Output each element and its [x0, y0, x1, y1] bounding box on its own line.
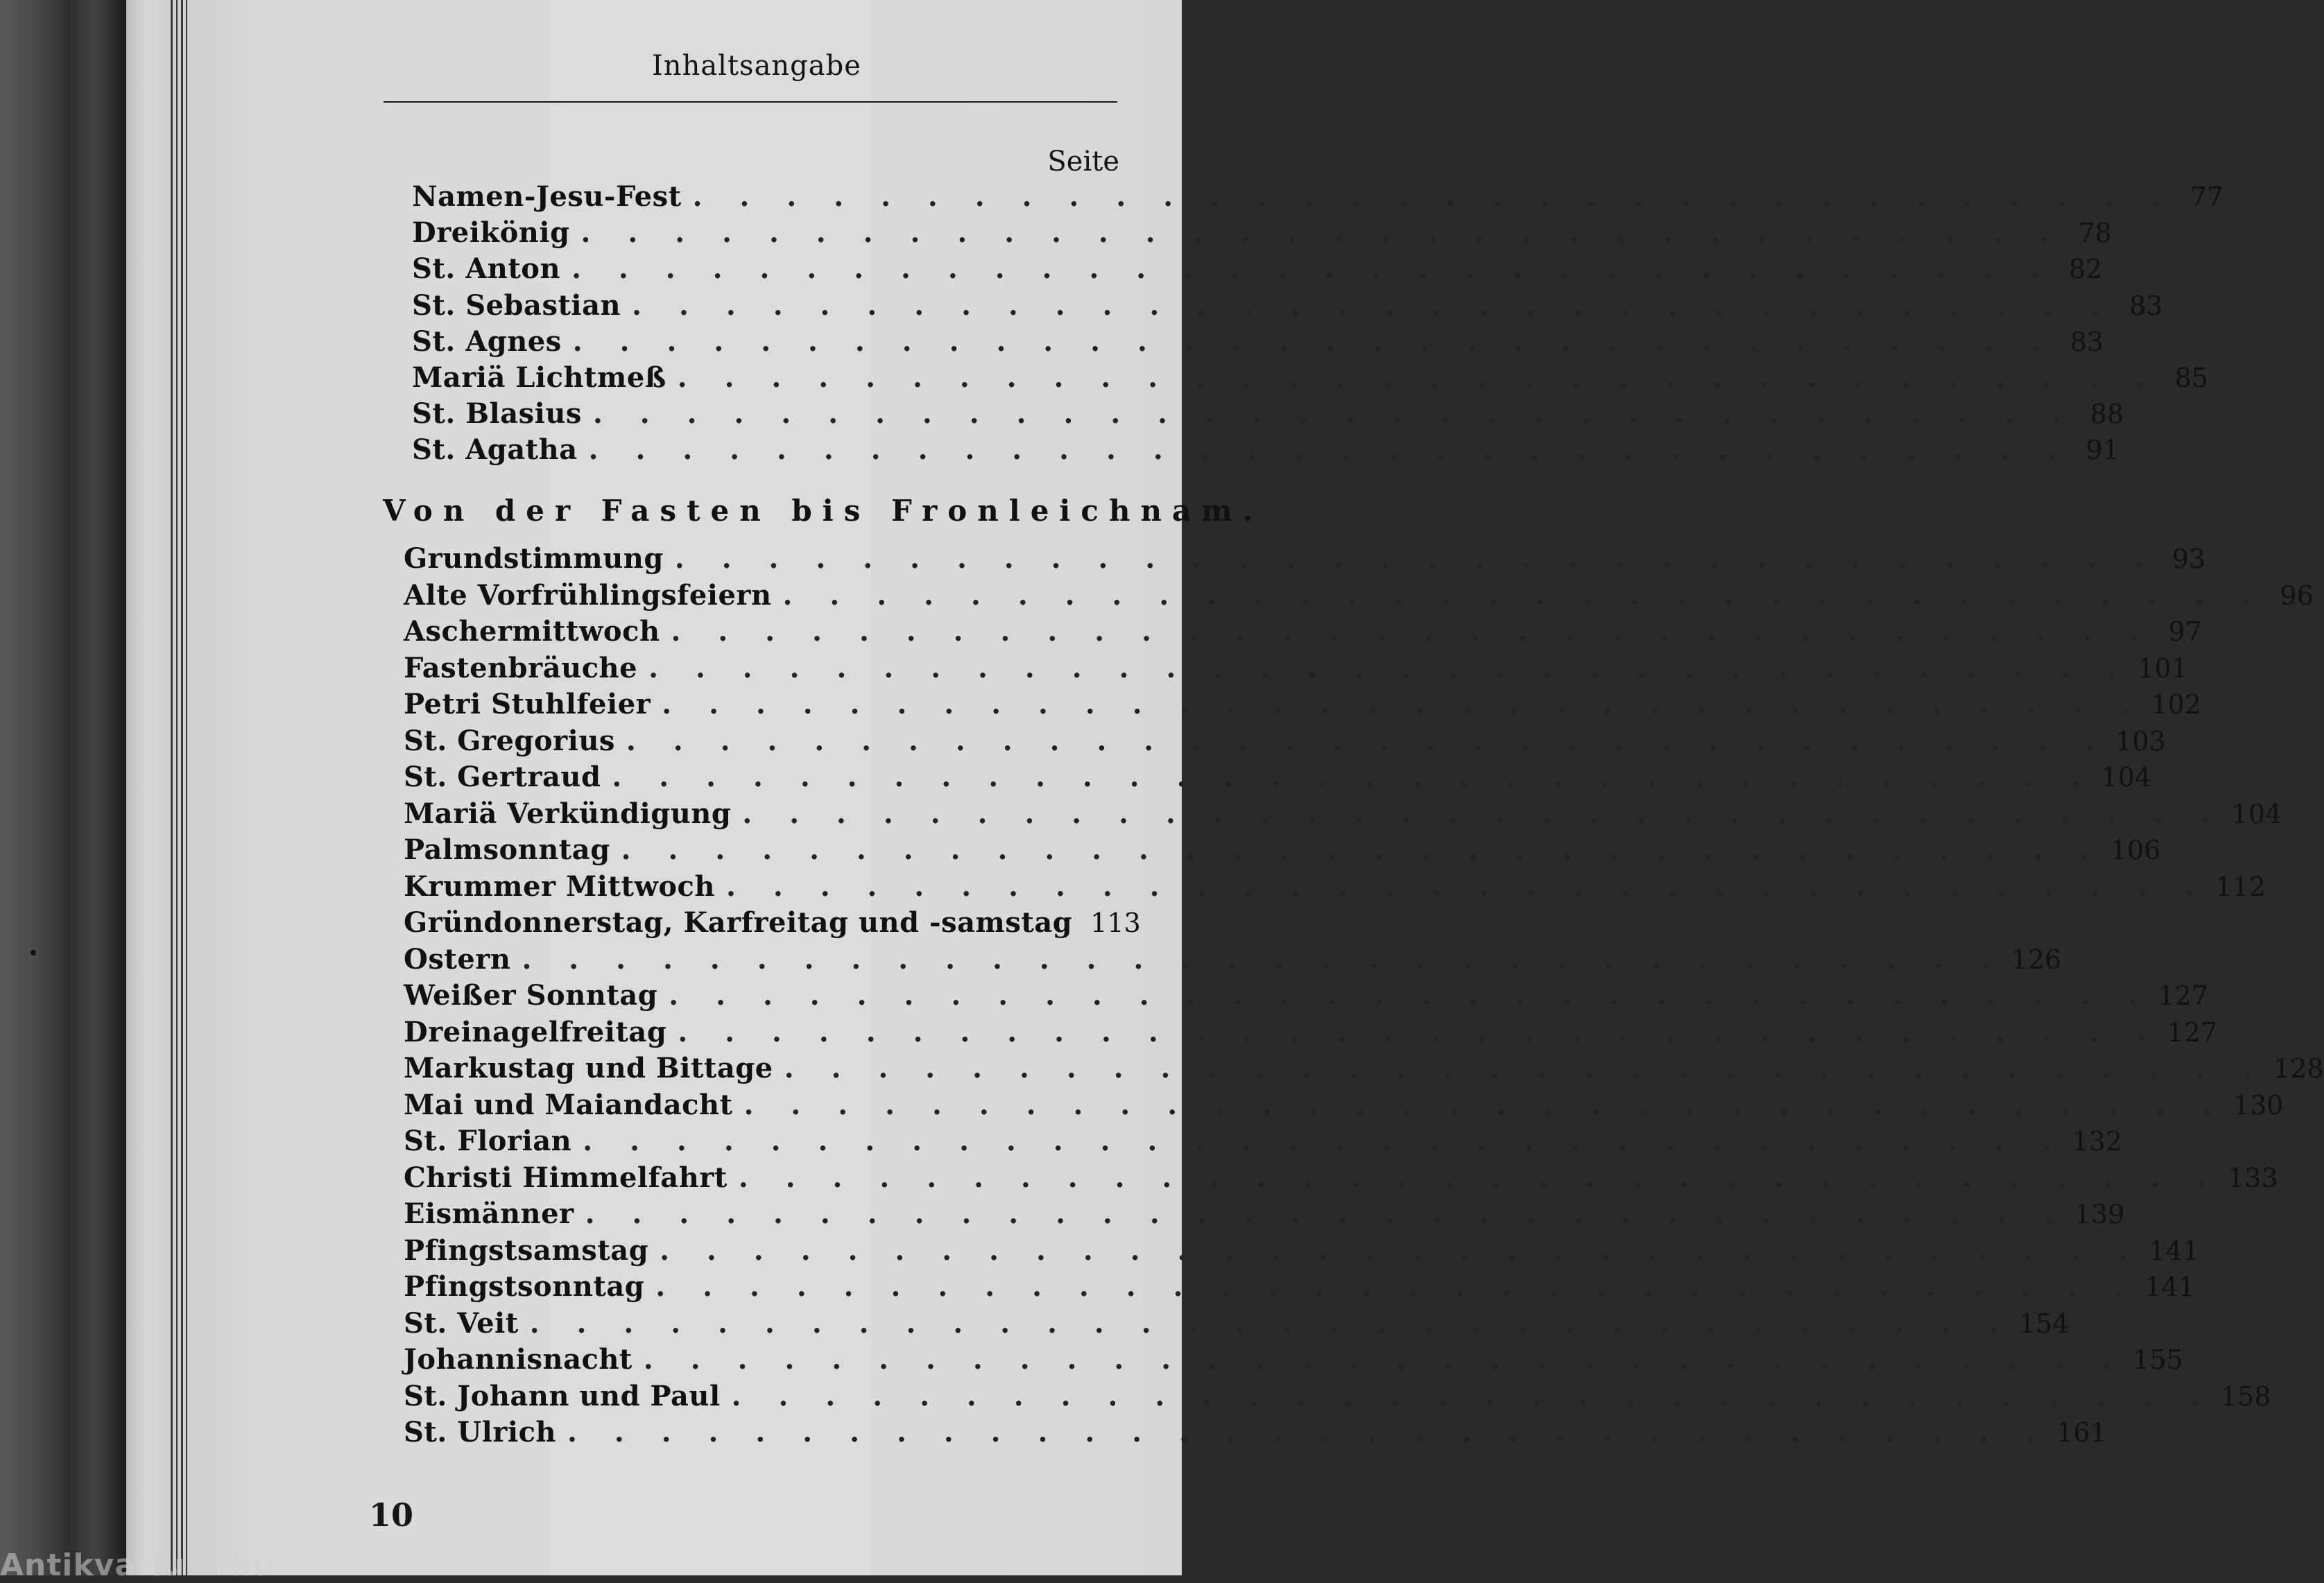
toc-entry-page: 102: [2151, 689, 2202, 720]
toc-entry-page: 132: [2072, 1126, 2123, 1157]
toc-entry-page: 141: [2144, 1272, 2196, 1302]
toc-entry-page: 104: [2101, 762, 2152, 793]
toc-entry-page: 133: [2228, 1162, 2278, 1193]
toc-entry-title: Fastenbräuche: [404, 651, 638, 684]
toc-entry-title: Petri Stuhlfeier: [404, 688, 651, 720]
dot-leader: . . . . . . . . . . . . . . . . . . . . . . . . . . . . . . . .: [738, 1161, 2221, 1194]
toc-entry: [404, 541, 2206, 577]
toc-entry-title: St. Ulrich: [404, 1416, 556, 1448]
toc-entry-title: Namen-Jesu-Fest: [412, 180, 682, 213]
toc-entry-page: 82: [2069, 254, 2103, 285]
dot-leader: . . . . . . . . . . . . . . . . . . . . . . . . . . . . . . . .: [671, 615, 2153, 648]
dot-leader: . . . . . . . . . . . . . . . . . . . . . . . . . . . . . . . .: [726, 870, 2209, 903]
dot-leader: . . . . . . . . . . . . . . . . . . . . . . . . . . . . . . . .: [567, 1416, 2050, 1448]
dot-leader: . . . . . . . . . . . . . . . . . . . . . . . . . . . . . . . .: [522, 942, 2004, 976]
dot-leader: . . . . . . . . . . . . . . . . . . . . . . . . . . . . . . . .: [571, 252, 2054, 286]
toc-entry-title: Krummer Mittwoch: [404, 870, 715, 903]
speck-mark: [31, 950, 36, 955]
toc-entry: [404, 796, 2282, 832]
toc-entry: [412, 396, 2124, 432]
gutter-line-1: [171, 0, 173, 1575]
toc-entry-page: 106: [2110, 835, 2161, 865]
toc-entry: [404, 1050, 2324, 1087]
book-spine: [0, 0, 126, 1575]
dot-leader: . . . . . . . . . . . . . . . . . . . . . . . . . . . . . . . .: [660, 1234, 2142, 1267]
toc-entry: [404, 759, 2152, 795]
toc-entry: [404, 1378, 2271, 1415]
toc-entry-page: 85: [2174, 363, 2209, 393]
dot-leader: . . . . . . . . . . . . . . . . . . . . . . . . . . . . . . . .: [674, 542, 2158, 575]
toc-entry-page: 141: [2149, 1235, 2200, 1266]
toc-entry-title: Mai und Maiandacht: [404, 1088, 733, 1121]
toc-entry: [404, 832, 2161, 868]
page-column-header: Seite: [1047, 146, 1119, 178]
toc-entry-title: Mariä Verkündigung: [404, 797, 732, 830]
toc-entry-page: 161: [2056, 1417, 2107, 1448]
toc-entry-title: St. Johann und Paul: [404, 1379, 721, 1412]
toc-entry: [412, 215, 2112, 251]
toc-entry: [404, 578, 2314, 614]
dot-leader: . . . . . . . . . . . . . . . . . . . . . . . . . . . . . . . .: [648, 651, 2131, 684]
running-head: Inhaltsangabe: [652, 50, 861, 82]
toc-entry-title: St. Agatha: [412, 433, 578, 467]
toc-entry: [404, 686, 2202, 723]
dot-leader: . . . . . . . . . . . . . . . . . . . . . . . . . . . . . . . .: [612, 761, 2094, 793]
toc-entry-page: 77: [2189, 182, 2223, 212]
toc-entry-page: 128: [2273, 1053, 2324, 1084]
gutter-line-3: [181, 0, 183, 1575]
dot-leader: . . . . . . . . . . . . . . . . . . . . . . . . . . . . . . . .: [731, 1379, 2214, 1412]
toc-entry-page: 112: [2215, 871, 2266, 902]
dot-leader: . . . . . . . . . . . . . . . . . . . . . . . . . . . . . . . .: [662, 688, 2144, 720]
toc-entry-page: 83: [2069, 326, 2104, 357]
toc-entry: [404, 978, 2209, 1014]
toc-entry: [404, 1342, 2183, 1378]
gutter-line-2: [176, 0, 178, 1575]
dot-leader: . . . . . . . . . . . . . . . . . . . . . . . . . . . . . . . .: [655, 1270, 2138, 1303]
toc-entry-title: Pfingstsamstag: [404, 1234, 649, 1267]
toc-entry: [412, 324, 2104, 360]
toc-entry-page: 113: [1090, 908, 1141, 938]
toc-entry-title: Dreikönig: [412, 216, 570, 250]
toc-entry: [404, 1123, 2123, 1159]
toc-entry-title: Markustag und Bittage: [404, 1052, 773, 1084]
toc-entry-title: St. Gertraud: [404, 761, 601, 793]
toc-entry-title: Johannisnacht: [404, 1343, 632, 1376]
toc-entry-title: Weißer Sonntag: [404, 979, 658, 1012]
toc-entry: [404, 1087, 2284, 1123]
toc-entry-title: Palmsonntag: [404, 833, 610, 866]
toc-entry: [404, 650, 2188, 686]
toc-entry-page: 88: [2090, 399, 2124, 430]
dot-leader: . . . . . . . . . . . . . . . . . . . . . . . . . . . . . . . .: [580, 216, 2063, 250]
toc-entry-page: 103: [2115, 725, 2166, 756]
dot-leader: . . . . . . . . . . . . . . . . . . . . . . . . . . . . . . . .: [743, 1088, 2226, 1121]
watermark: Antikvarium.hu: [0, 1548, 275, 1583]
toc-entry-title: Alte Vorfrühlingsfeiern: [404, 578, 772, 612]
toc-entry-title: St. Anton: [412, 252, 561, 286]
dot-leader: . . . . . . . . . . . . . . . . . . . . . . . . . . . . . . . .: [643, 1343, 2126, 1376]
dot-leader: . . . . . . . . . . . . . . . . . . . . . . . . . . . . . . . .: [784, 1052, 2267, 1084]
dot-leader: . . . . . . . . . . . . . . . . . . . . . . . . . . . . . . . .: [529, 1306, 2013, 1340]
dot-leader: . . . . . . . . . . . . . . . . . . . . . . . . . . . . . . . .: [592, 397, 2076, 431]
toc-entry-title: Dreinagelfreitag: [404, 1015, 667, 1048]
toc-entry-page: 126: [2011, 944, 2062, 975]
toc-entry: [404, 1269, 2196, 1305]
dot-leader: . . . . . . . . . . . . . . . . . . . . . . . . . . . . . . . .: [583, 1125, 2065, 1157]
toc-entry: [404, 1306, 2069, 1342]
toc-entry-title: St. Blasius: [412, 397, 582, 431]
toc-entry-page: 104: [2231, 798, 2282, 829]
toc-entry-page: 97: [2168, 616, 2202, 647]
dot-leader: . . . . . . . . . . . . . . . . . . . . . . . . . . . . . . . .: [692, 180, 2175, 213]
toc-entry: [412, 251, 2103, 287]
toc-entry-page: 91: [2085, 435, 2119, 466]
toc-entry: [412, 432, 2119, 468]
toc-entry: [404, 614, 2202, 650]
toc-entry-page: 83: [2129, 290, 2163, 321]
toc-entry: [404, 1233, 2200, 1269]
toc-entry-page: 93: [2171, 544, 2206, 574]
toc-entry-page: 154: [2019, 1308, 2069, 1339]
toc-entry-title: St. Sebastian: [412, 288, 621, 322]
toc-entry-title: Grundstimmung: [404, 542, 664, 575]
toc-entry-title: Christi Himmelfahrt: [404, 1161, 728, 1194]
toc-entry-title: Mariä Lichtmeß: [412, 361, 666, 394]
toc-entry-page: 158: [2221, 1381, 2271, 1412]
dot-leader: . . . . . . . . . . . . . . . . . . . . . . . . . . . . . . . .: [669, 979, 2151, 1012]
toc-entry: [412, 360, 2209, 396]
page-number: 10: [369, 1496, 414, 1534]
toc-entry-title: Pfingstsonntag: [404, 1270, 645, 1303]
page-gutter: [126, 0, 175, 1575]
toc-entry: [412, 288, 2163, 324]
dot-leader: . . . . . . . . . . . . . . . . . . . . . . . . . . . . . . . .: [677, 361, 2160, 394]
toc-entry: [412, 179, 2223, 215]
toc-entry-title: Gründonnerstag, Karfreitag und -samstag: [404, 906, 1073, 939]
dot-leader: . . . . . . . . . . . . . . . . . . . . . . . . . . . . . . . .: [588, 433, 2071, 467]
toc-entry: [404, 942, 2062, 978]
toc-entry-page: 139: [2074, 1199, 2125, 1229]
toc-entry-page: 127: [2167, 1017, 2218, 1048]
toc-entry-title: Eismänner: [404, 1197, 574, 1230]
toc-entry-page: 96: [2280, 580, 2314, 611]
toc-entry: [404, 905, 1141, 941]
toc-entry-title: St. Gregorius: [404, 724, 615, 757]
section-heading: Von der Fasten bis Fronleichnam.: [383, 494, 1264, 528]
dot-leader: . . . . . . . . . . . . . . . . . . . . . . . . . . . . . . . .: [621, 833, 2103, 866]
toc-entry: [404, 1014, 2218, 1050]
toc-entry-page: 155: [2133, 1344, 2183, 1375]
toc-entry-title: St. Agnes: [412, 325, 562, 358]
dot-leader: . . . . . . . . . . . . . . . . . . . . . . . . . . . . . . . .: [585, 1197, 2067, 1230]
dot-leader: . . . . . . . . . . . . . . . . . . . . . . . . . . . . . . . .: [678, 1015, 2160, 1048]
dot-leader: . . . . . . . . . . . . . . . . . . . . . . . . . . . . . . . .: [782, 578, 2265, 612]
dot-leader: . . . . . . . . . . . . . . . . . . . . . . . . . . . . . . . .: [742, 797, 2225, 830]
toc-entry: [404, 1415, 2107, 1451]
toc-entry-page: 101: [2137, 652, 2188, 684]
toc-entry-page: 78: [2078, 218, 2112, 249]
header-rule: [384, 101, 1117, 103]
toc-entry-page: 130: [2232, 1089, 2284, 1121]
toc-entry: [404, 1160, 2278, 1196]
toc-entry-page: 127: [2158, 980, 2209, 1011]
dot-leader: . . . . . . . . . . . . . . . . . . . . . . . . . . . . . . . .: [572, 325, 2056, 358]
toc-entry-title: Aschermittwoch: [404, 615, 660, 648]
dot-leader: . . . . . . . . . . . . . . . . . . . . . . . . . . . . . . . .: [626, 724, 2109, 757]
toc-entry-title: St. Veit: [404, 1306, 519, 1340]
toc-entry-title: St. Florian: [404, 1125, 572, 1157]
toc-entry: [404, 723, 2166, 759]
dot-leader: . . . . . . . . . . . . . . . . . . . . . . . . . . . . . . . .: [632, 288, 2115, 322]
toc-entry-title: Ostern: [404, 942, 511, 976]
toc-entry: [404, 869, 2266, 905]
toc-entry: [404, 1196, 2125, 1232]
